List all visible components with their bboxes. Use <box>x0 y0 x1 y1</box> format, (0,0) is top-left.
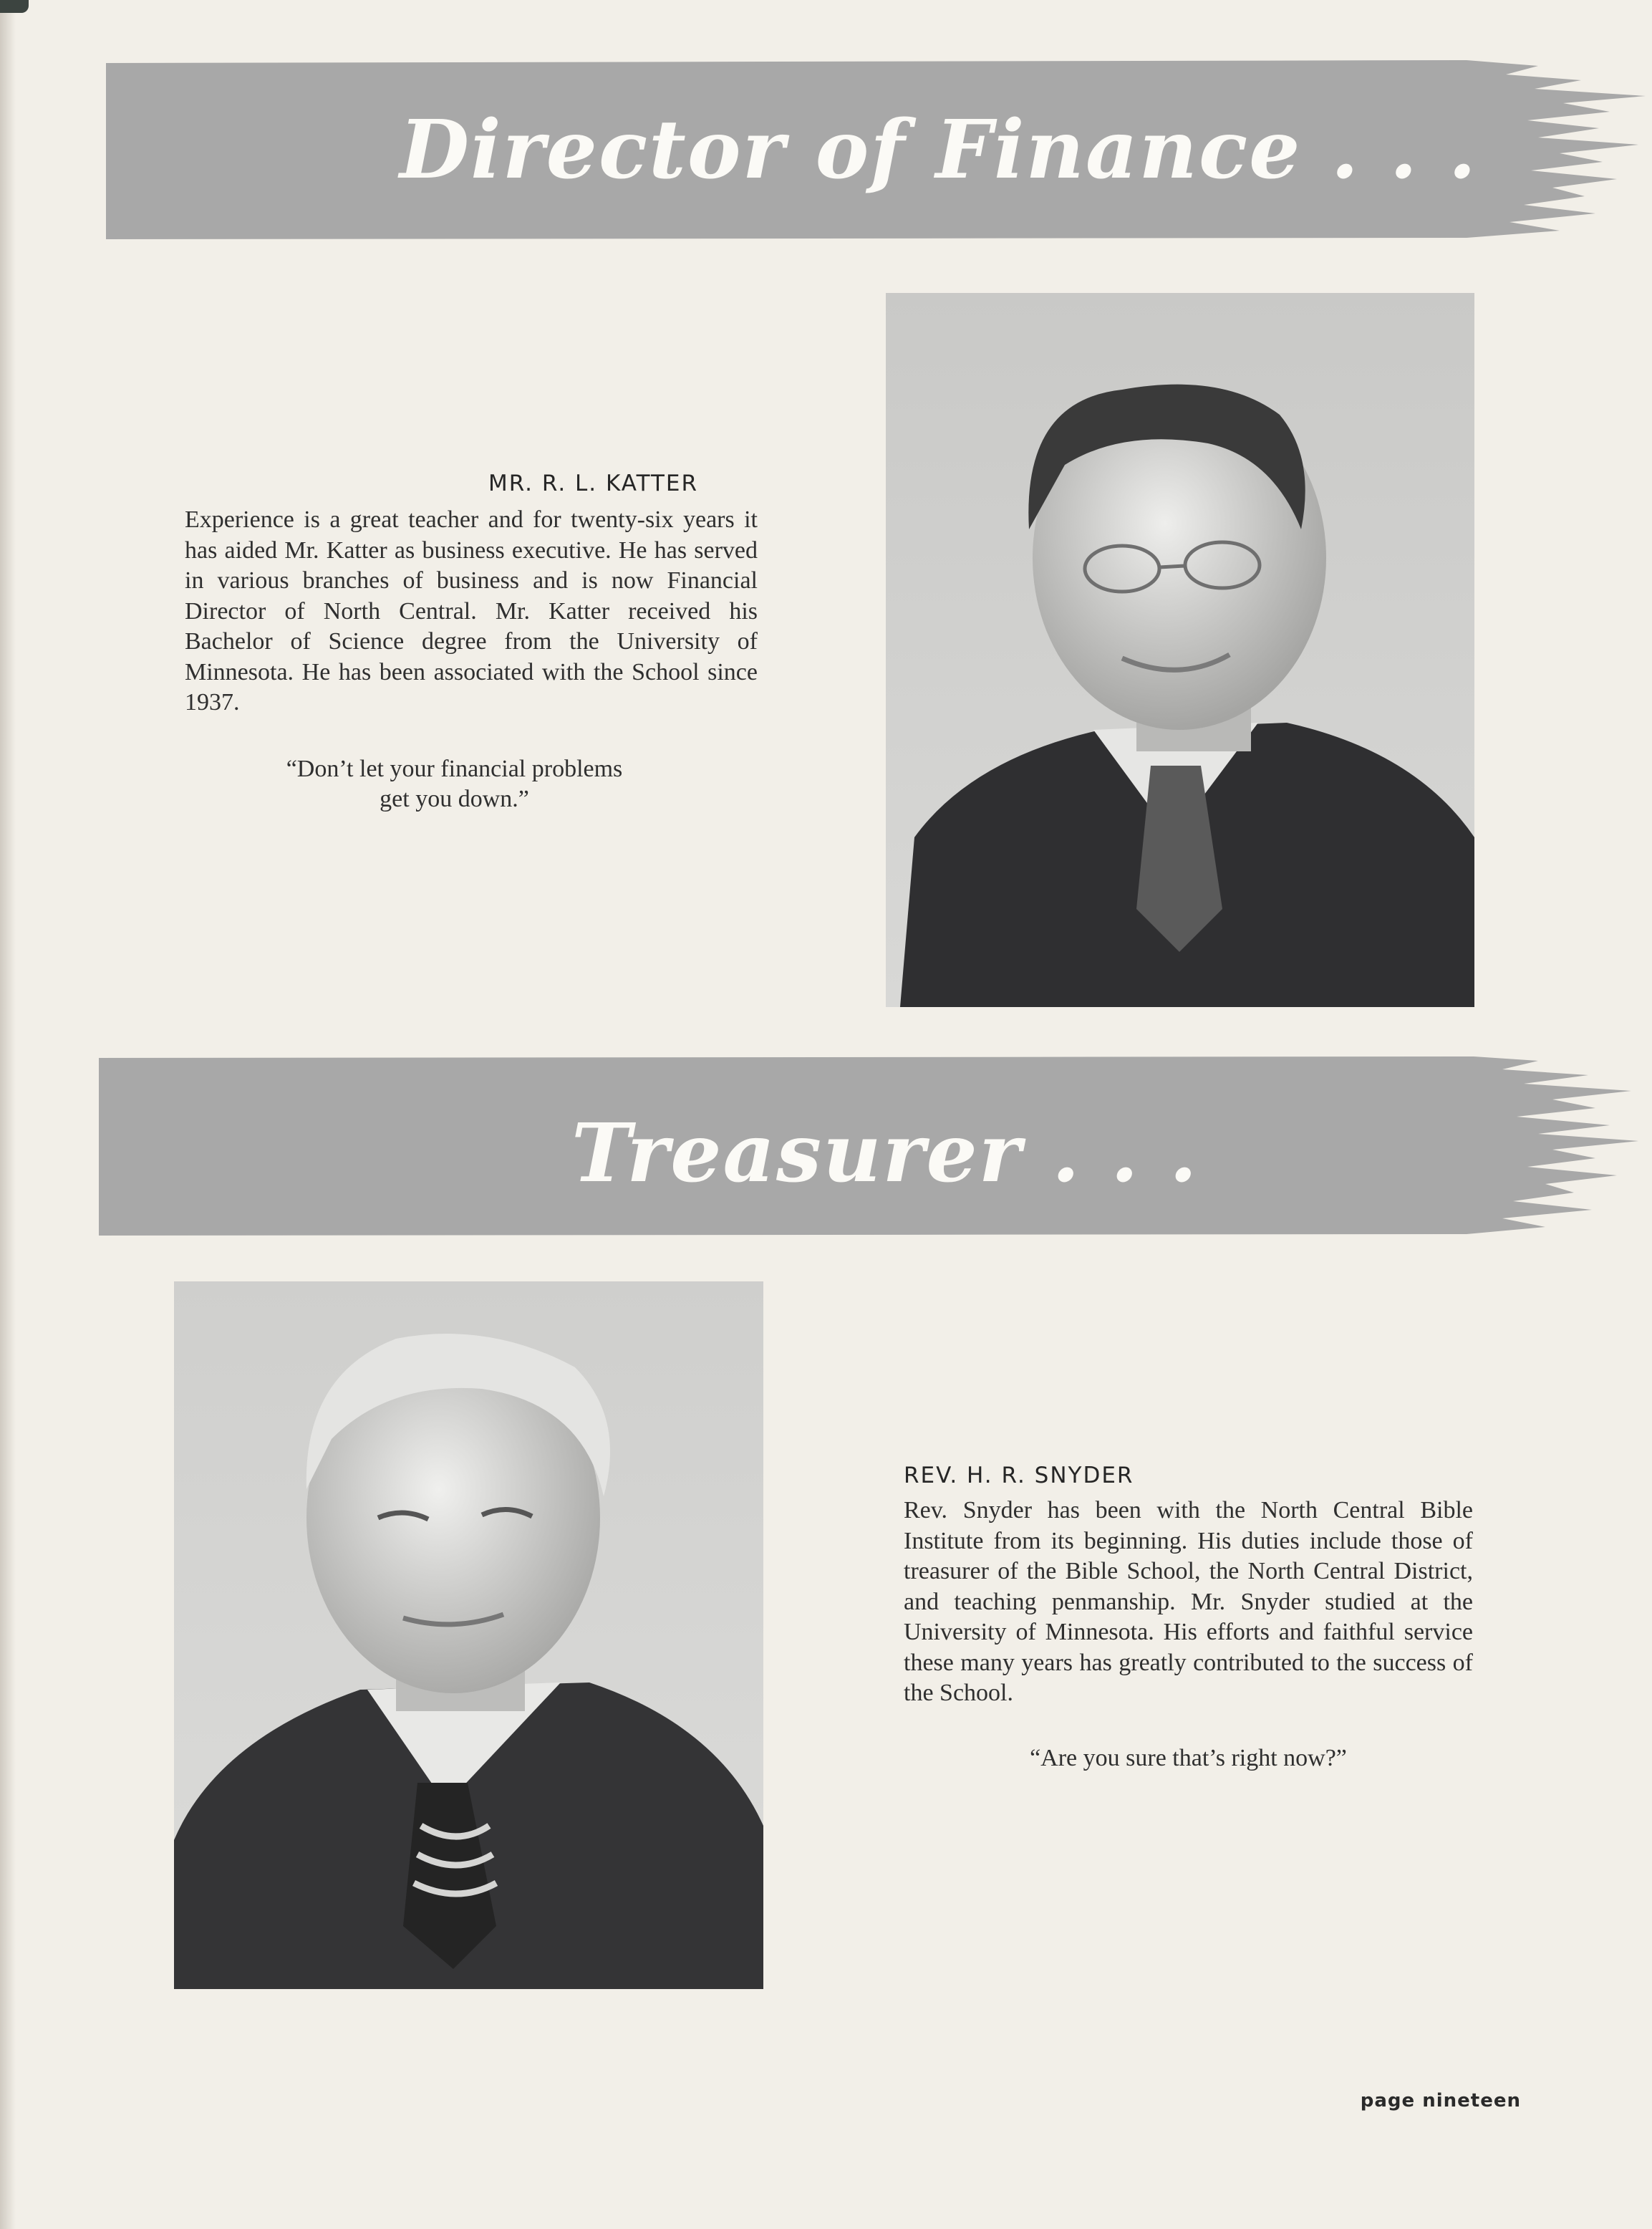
bio-text-katter: Experience is a great teacher and for twenty-six years it has aided Mr. Katter as business executive. He has served in various branches of business and is now Financial Director of North Central. Mr. Katter received his Bachelor of Science degree from the University of Minnesota. He has been associated with the School since 1937. <box>185 506 758 716</box>
quote-katter-line1: “Don’t let your financial problems <box>286 756 623 782</box>
quote-katter-line2: get you down.” <box>380 786 529 812</box>
page-corner-mark <box>0 0 29 13</box>
portrait-katter <box>886 293 1474 1007</box>
bio-text-snyder: Rev. Snyder has been with the North Central Bible Institute from its beginning. His duties include those of treasurer of the Bible School, the North Central District, and teaching penmanship. Mr. Snyder studied at the University of Minnesota. His efforts and faithful service these many years has greatly contributed to the success of the School. <box>904 1497 1473 1706</box>
person-name-snyder: REV. H. R. SNYDER <box>904 1463 1134 1488</box>
portrait-snyder <box>174 1281 763 1989</box>
page-binding-edge <box>0 0 16 2229</box>
finance-banner <box>106 60 1652 243</box>
page-number: page nineteen <box>1360 2090 1521 2112</box>
person-name-katter: MR. R. L. KATTER <box>488 471 699 496</box>
quote-snyder: “Are you sure that’s right now?” <box>1030 1745 1347 1771</box>
banner-title-treasurer: Treasurer . . . <box>571 1107 1199 1200</box>
treasurer-banner <box>99 1056 1646 1239</box>
banner-title-finance: Director of Finance . . . <box>400 103 1478 197</box>
